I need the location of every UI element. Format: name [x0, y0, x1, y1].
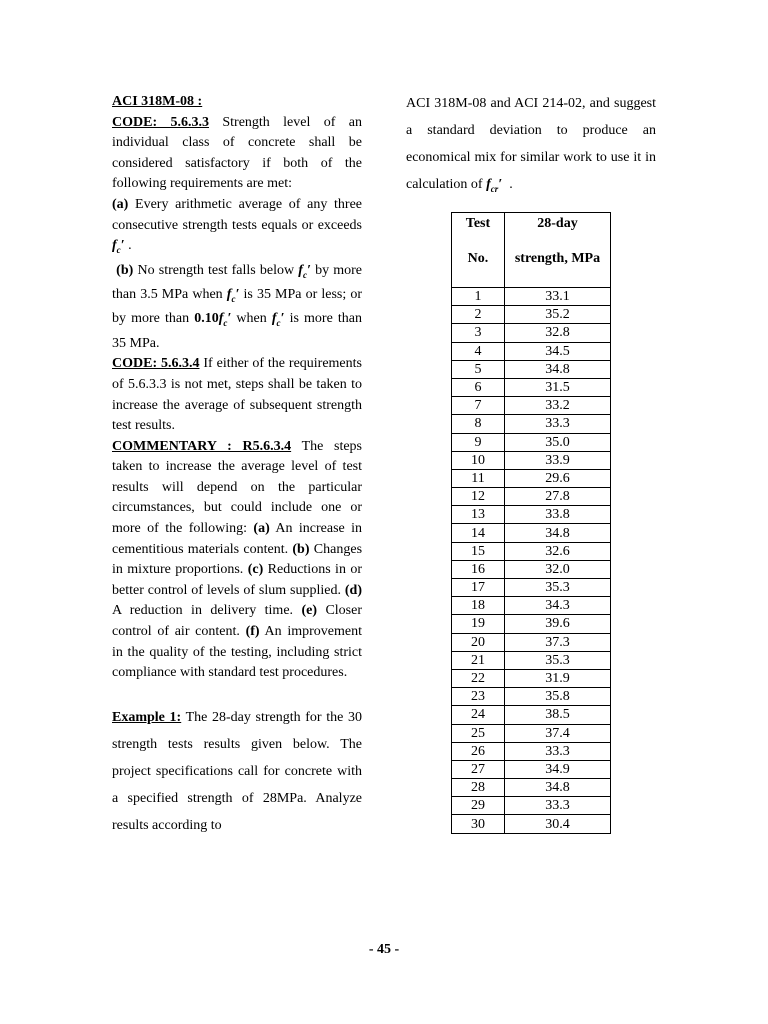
strength-cell: 35.3	[504, 579, 610, 597]
table-row	[452, 433, 611, 451]
table-row	[452, 506, 611, 524]
strength-cell: 33.2	[504, 397, 610, 415]
test-number-cell: 4	[452, 342, 505, 360]
test-number-cell: 24	[452, 706, 505, 724]
req-b-text2: by more than 3.5 MPa when	[112, 262, 363, 302]
commentary-d-label: (d)	[344, 582, 362, 598]
strength-cell: 34.8	[504, 524, 610, 542]
right-column	[406, 90, 656, 203]
strength-cell: 35.8	[504, 688, 610, 706]
table-row	[452, 488, 611, 506]
strength-cell: 35.2	[504, 306, 610, 324]
test-number-cell: 30	[452, 815, 505, 833]
strength-cell: 34.3	[504, 597, 610, 615]
test-number-cell: 12	[452, 488, 505, 506]
table-row	[452, 815, 611, 833]
commentary-c-text: Reductions in or better control of levels of slum supplied.	[112, 562, 363, 598]
test-number-cell: 25	[452, 724, 505, 742]
strength-cell: 31.9	[504, 669, 610, 687]
strength-cell: 31.5	[504, 378, 610, 396]
strength-cell: 34.5	[504, 342, 610, 360]
test-number-cell: 22	[452, 669, 505, 687]
table-row	[452, 469, 611, 487]
test-number-cell: 26	[452, 742, 505, 760]
test-number-cell: 21	[452, 651, 505, 669]
table-body	[452, 288, 611, 834]
example-paragraph	[112, 704, 362, 839]
table-row	[452, 542, 611, 560]
header-strength: 28-day strength, MPa	[504, 213, 610, 288]
commentary-b-label: (b)	[292, 541, 310, 557]
strength-cell: 35.3	[504, 651, 610, 669]
test-number-cell: 29	[452, 797, 505, 815]
table-row	[452, 669, 611, 687]
strength-cell: 32.0	[504, 560, 610, 578]
table-row	[452, 688, 611, 706]
header-test-no: Test No.	[452, 213, 505, 288]
strength-cell: 33.3	[504, 742, 610, 760]
strength-cell: 37.3	[504, 633, 610, 651]
code-5633-label: CODE: 5.6.3.3	[112, 114, 209, 130]
table-row	[452, 724, 611, 742]
req-a-end: .	[128, 238, 132, 254]
table-header-row	[452, 213, 611, 288]
strength-cell: 35.0	[504, 433, 610, 451]
strength-table	[451, 212, 611, 834]
test-number-cell: 1	[452, 288, 505, 306]
table-row	[452, 742, 611, 760]
table-row	[452, 397, 611, 415]
code-5634-text: If either of the requirements of 5.6.3.3 is not met, steps shall be taken to increase the average of subsequent strength test results.	[112, 356, 362, 434]
aci-heading-line	[112, 92, 362, 113]
requirement-a	[112, 195, 362, 261]
test-number-cell: 13	[452, 506, 505, 524]
test-number-cell: 19	[452, 615, 505, 633]
right-text-end: .	[509, 177, 513, 192]
strength-cell: 29.6	[504, 469, 610, 487]
table-row	[452, 760, 611, 778]
table-row	[452, 597, 611, 615]
left-column	[112, 92, 362, 839]
example-label: Example 1:	[112, 709, 182, 725]
strength-cell: 33.3	[504, 797, 610, 815]
table-row	[452, 415, 611, 433]
test-number-cell: 28	[452, 779, 505, 797]
commentary-f-label: (f)	[245, 624, 260, 640]
table-row	[452, 306, 611, 324]
test-number-cell: 11	[452, 469, 505, 487]
fcr-symbol: $f_{cr}'$	[486, 177, 503, 194]
req-a-text: Every arithmetic average of any three consecutive strength tests equals or exceeds	[112, 196, 362, 233]
table-row	[452, 706, 611, 724]
table-row	[452, 633, 611, 651]
req-b-label: (b)	[116, 262, 134, 278]
table-row	[452, 779, 611, 797]
example-text: The 28-day strength for the 30 strength tests results given below. The project specifications call for concrete with a specified strength of 28MPa. Analyze results according to	[112, 709, 362, 833]
test-number-cell: 6	[452, 378, 505, 396]
table-row	[452, 378, 611, 396]
test-number-cell: 23	[452, 688, 505, 706]
commentary-a-label: (a)	[253, 521, 270, 537]
strength-cell: 34.8	[504, 360, 610, 378]
test-number-cell: 20	[452, 633, 505, 651]
req-b-text1: No strength test falls below	[137, 262, 295, 278]
req-b-text4: when	[236, 311, 267, 327]
strength-cell: 39.6	[504, 615, 610, 633]
right-text: ACI 318M-08 and ACI 214-02, and suggest a standard deviation to produce an economical mix for similar work to use it in calculation of	[406, 96, 656, 192]
fc-symbol: $f_c'$	[298, 262, 311, 280]
strength-cell: 33.3	[504, 415, 610, 433]
test-number-cell: 17	[452, 579, 505, 597]
commentary-label: COMMENTARY : R5.6.3.4	[112, 438, 292, 454]
test-number-cell: 27	[452, 760, 505, 778]
aci-heading: ACI 318M-08 :	[112, 94, 203, 109]
fc-symbol: $f_c'$	[226, 286, 240, 304]
table-row	[452, 615, 611, 633]
table-row	[452, 579, 611, 597]
code-5633-text: Strength level of an individual class of concrete shall be considered satisfactory if both of the following requirements are met:	[112, 114, 362, 192]
strength-cell: 38.5	[504, 706, 610, 724]
table-row	[452, 360, 611, 378]
test-number-cell: 9	[452, 433, 505, 451]
commentary-c-label: (c)	[247, 562, 264, 578]
strength-cell: 33.1	[504, 288, 610, 306]
requirement-b	[112, 261, 362, 355]
req-b-text3: is 35 MPa or less; or by more than	[112, 286, 363, 327]
commentary-a-text: An increase in cementitious materials content.	[112, 521, 363, 557]
fc-symbol: $f_c'$	[112, 238, 125, 255]
test-number-cell: 15	[452, 542, 505, 560]
commentary-d-text: A reduction in delivery time.	[112, 603, 294, 619]
table-row	[452, 797, 611, 815]
strength-cell: 33.9	[504, 451, 610, 469]
table-row	[452, 560, 611, 578]
test-number-cell: 7	[452, 397, 505, 415]
commentary-paragraph	[112, 437, 362, 684]
commentary-b-text: Changes in mixture proportions.	[112, 541, 363, 578]
test-number-cell: 18	[452, 597, 505, 615]
strength-cell: 34.8	[504, 779, 610, 797]
req-a-label: (a)	[112, 196, 129, 212]
commentary-f-text: An improvement in the quality of the testing, including strict compliance with standard test procedures.	[112, 624, 363, 681]
page-number: - 45 -	[368, 942, 400, 957]
table-row	[452, 324, 611, 342]
strength-cell: 27.8	[504, 488, 610, 506]
code-5634-label: CODE: 5.6.3.4	[112, 356, 200, 372]
strength-cell: 37.4	[504, 724, 610, 742]
table-row	[452, 342, 611, 360]
code-5634-paragraph	[112, 354, 362, 436]
commentary-text: The steps taken to increase the average level of test results will depend on the particular circumstances, but could include one or more of the following:	[112, 438, 363, 537]
commentary-e-label: (e)	[301, 603, 318, 619]
table-row	[452, 524, 611, 542]
commentary-e-text: Closer control of air content.	[112, 603, 362, 640]
test-number-cell: 3	[452, 324, 505, 342]
strength-cell: 33.8	[504, 506, 610, 524]
test-number-cell: 14	[452, 524, 505, 542]
test-number-cell: 8	[452, 415, 505, 433]
table-row	[452, 451, 611, 469]
strength-cell: 32.8	[504, 324, 610, 342]
strength-cell: 34.9	[504, 760, 610, 778]
test-number-cell: 10	[452, 451, 505, 469]
strength-cell: 30.4	[504, 815, 610, 833]
req-b-coefficient: $0.10f_c'$	[194, 311, 232, 329]
req-b-text5: is more than 35 MPa.	[112, 311, 362, 351]
test-number-cell: 5	[452, 360, 505, 378]
test-number-cell: 16	[452, 560, 505, 578]
code-5633-paragraph	[112, 113, 362, 195]
table-row	[452, 288, 611, 306]
test-number-cell: 2	[452, 306, 505, 324]
table-row	[452, 651, 611, 669]
strength-cell: 32.6	[504, 542, 610, 560]
fc-symbol: $f_c'$	[271, 311, 285, 329]
